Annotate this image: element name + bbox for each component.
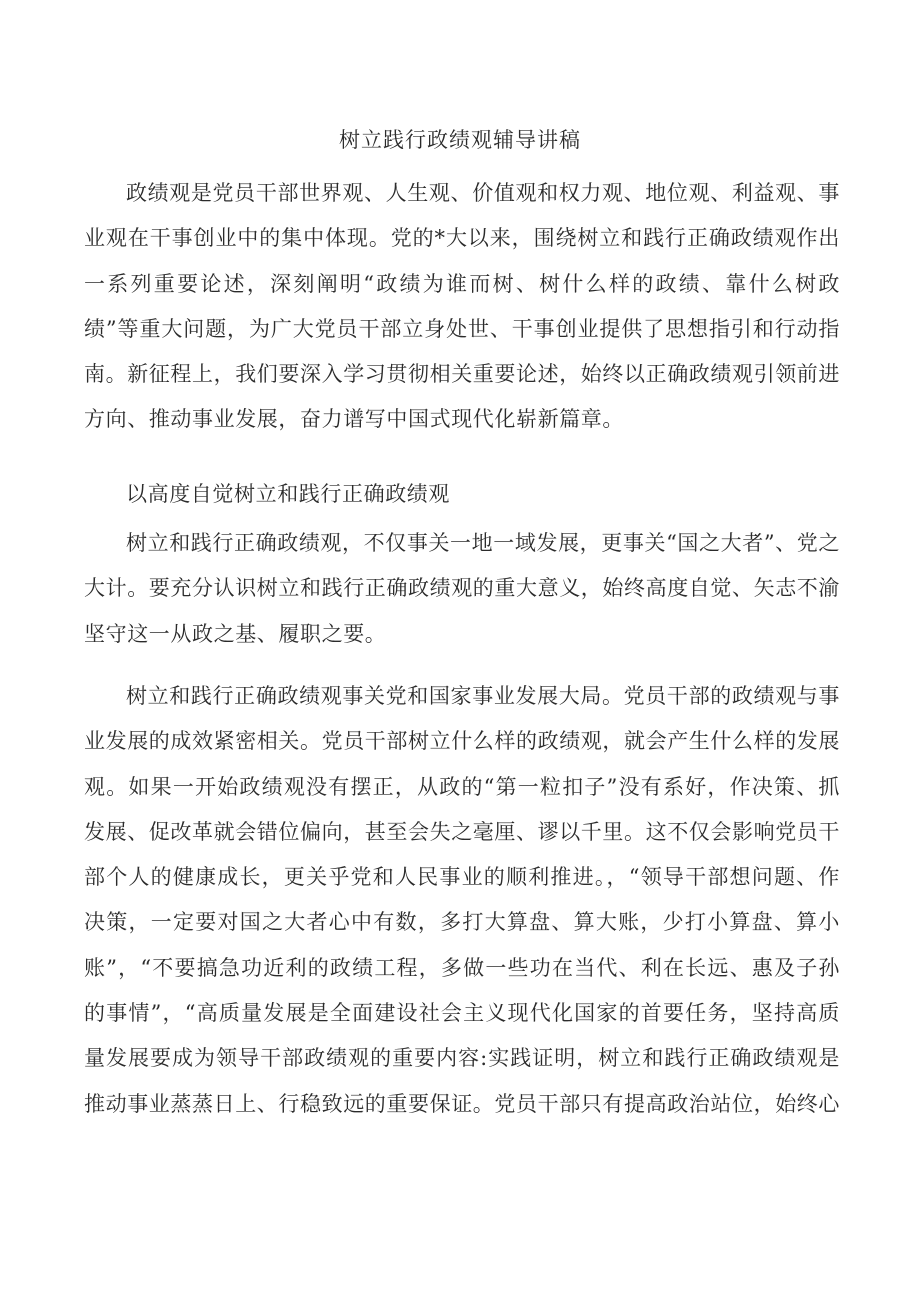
section-paragraph-1: 树立和践行正确政绩观，不仅事关一地一域发展，更事关“国之大者”、党之大计。要充分认识树立和践行正确政绩观的重大意义，始终高度自觉、矢志不渝坚守这一从政之基、履职之要。: [84, 531, 840, 646]
section-heading: 以高度自觉树立和践行正确政绩观: [126, 482, 450, 506]
document-title: 树立践行政绩观辅导讲稿: [339, 128, 581, 152]
intro-paragraph: 政绩观是党员干部世界观、人生观、价值观和权力观、地位观、利益观、事业观在干事创业中的集中体现。党的*大以来，围绕树立和践行正确政绩观作出一系列重要论述，深刻阐明“政绩为谁而树、树什么样的政绩、靠什么树政绩”等重大问题，为广大党员干部立身处世、干事创业提供了思想指引和行动指南。新征程上，我们要深入学习贯彻相关重要论述，始终以正确政绩观引领前进方向、推动事业发展，奋力谱写中国式现代化崭新篇章。: [84, 181, 840, 432]
section-paragraph-2: 树立和践行正确政绩观事关党和国家事业发展大局。党员干部的政绩观与事业发展的成效紧密相关。党员干部树立什么样的政绩观，就会产生什么样的发展观。如果一开始政绩观没有摆正，从政的“第一粒扣子”没有系好，作决策、抓发展、促改革就会错位偏向，甚至会失之毫厘、谬以千里。这不仅会影响党员干部个人的健康成长，更关乎党和人民事业的顺利推进。，“领导干部想问题、作决策，一定要对国之大者心中有数，多打大算盘、算大账，少打小算盘、算小账”，“不要搞急功近利的政绩工程，多做一些功在当代、利在长远、惠及子孙的事情”，“高质量发展是全面建设社会主义现代化国家的首要任务，坚持高质量发展要成为领导干部政绩观的重要内容:实践证明，树立和践行正确政绩观是推动事业蒸蒸日上、行稳致远的重要保证。党员干部只有提高政治站位，始终心: [84, 684, 840, 1116]
